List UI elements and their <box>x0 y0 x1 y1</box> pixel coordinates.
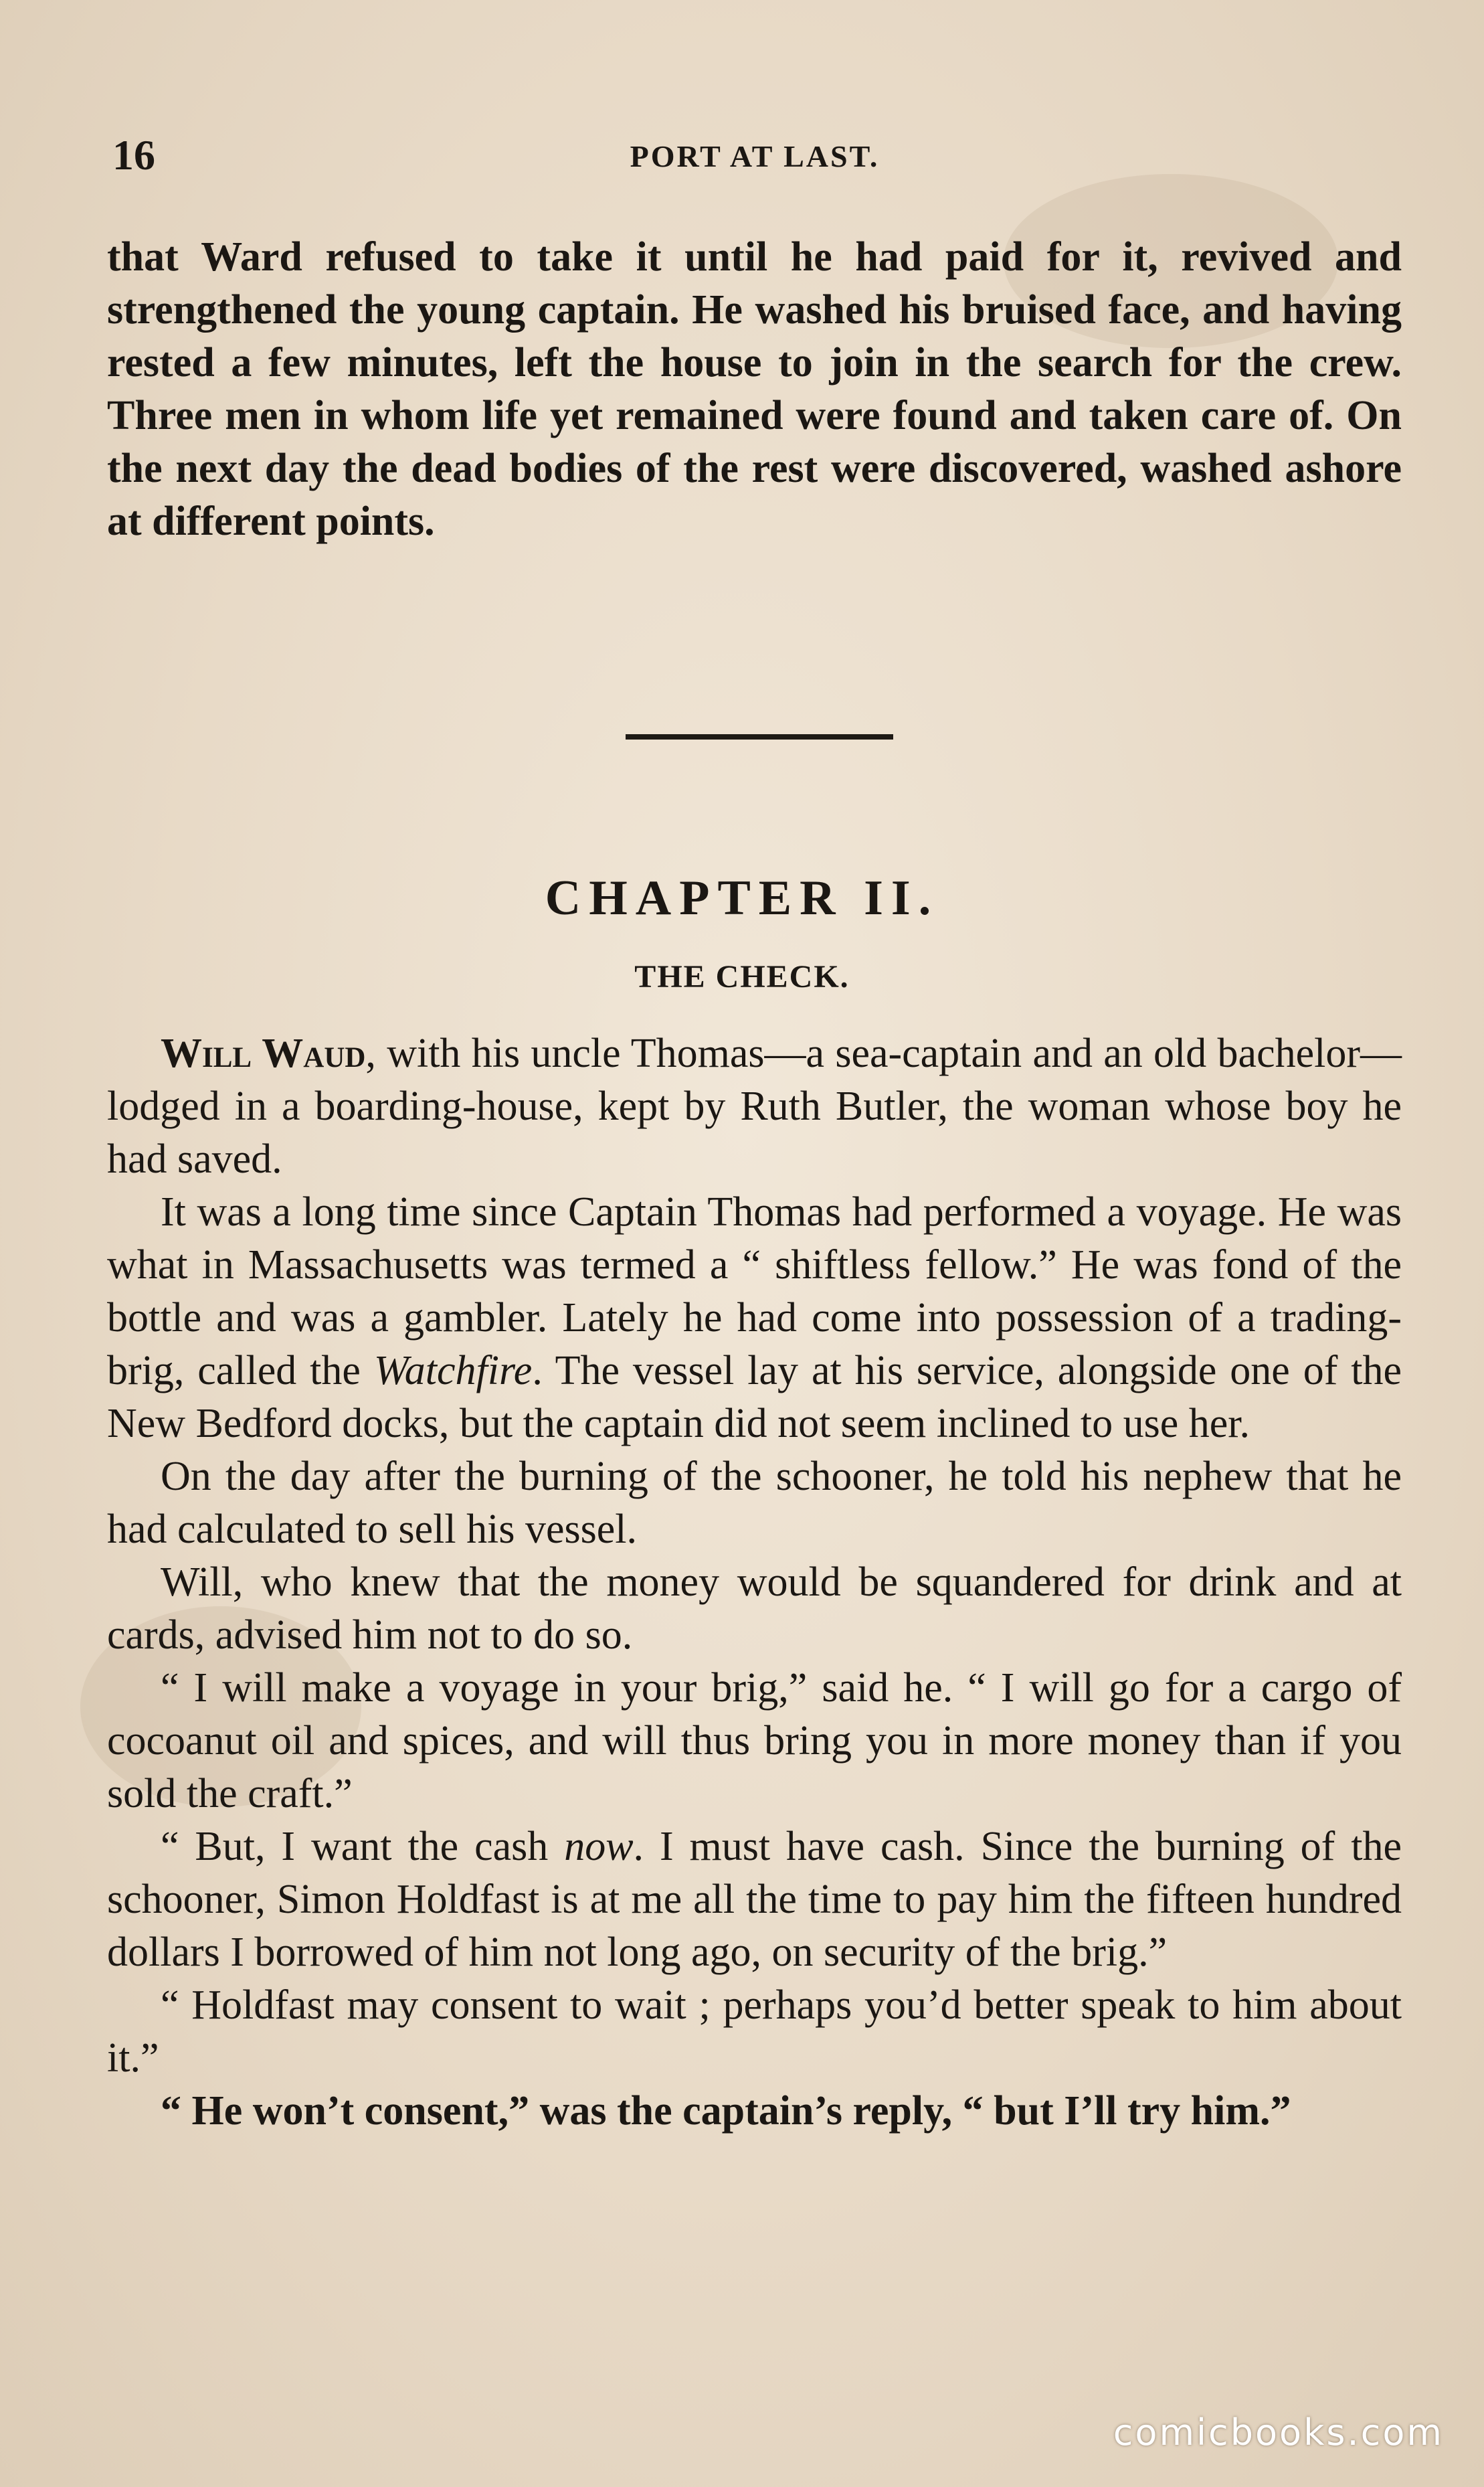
paragraph-1-text: , with his uncle Thomas—a sea-captain and an old bachelor—lodged in a boarding-house, kept by Ruth Butler, the woman whose boy he had saved. <box>107 1031 1402 1182</box>
paragraph-6-after: . I must have cash. Since the burning of the schooner, Simon Holdfast is at me all the time to pay him the fifteen hundred dollars I borrowed of him not long ago, on security of the brig.” <box>107 1824 1402 1975</box>
paragraph-5: “ I will make a voyage in your brig,” said he. “ I will go for a cargo of cocoanut oil and spices, and will thus bring you in more money than if you sold the craft.” <box>107 1665 1402 1816</box>
closing-paragraph: that Ward refused to take it until he had paid for it, revived and strengthened the young captain. He washed his bruised face, and having rested a few minutes, left the house to join in the search for the crew. Three men in whom life yet remained were found and taken care of. On the next day the dead bodies of the rest were discovered, washed ashore at different points. <box>107 234 1402 544</box>
paragraph-2-before: It was a long time since Captain Thomas had performed a voyage. He was what in Massachusetts was termed a “ shiftless fellow.” He was fond of the bottle and was a gambler. Lately he had come into possession of a trading-brig, called the <box>107 1189 1402 1393</box>
paragraph-4: Will, who knew that the money would be squandered for drink and at cards, advised him not to do so. <box>107 1559 1402 1658</box>
paragraph-2 <box>107 1186 1402 1450</box>
ship-name: Watchfire <box>373 1348 533 1393</box>
watermark: comicbooks.com <box>1113 2411 1444 2454</box>
chapter-divider-rule <box>626 734 893 740</box>
paragraph-7: “ Holdfast may consent to wait ; perhaps you’d better speak to him about it.” <box>107 1982 1402 2081</box>
running-head: PORT AT LAST. <box>630 139 880 173</box>
paragraph-1-lead: Will Waud <box>161 1031 366 1076</box>
paragraph-2-after: . The vessel lay at his service, alongside one of the New Bedford docks, but the captain did not seem inclined to use her. <box>107 1348 1402 1446</box>
paragraph-8: “ He won’t consent,” was the captain’s reply, “ but I’ll try him.” <box>161 2088 1291 2134</box>
paragraph-1 <box>107 1027 1402 1186</box>
chapter-title: CHAPTER II. <box>545 871 939 926</box>
page-number: 16 <box>112 131 155 179</box>
chapter-text <box>107 1027 1402 2138</box>
closing-paragraph-block <box>107 231 1402 548</box>
chapter-subtitle: THE CHECK. <box>634 959 850 995</box>
paragraph-6-emphasis: now <box>564 1824 634 1869</box>
paragraph-6 <box>107 1820 1402 1979</box>
paragraph-6-before: “ But, I want the cash <box>161 1824 565 1869</box>
page-header <box>112 131 1397 184</box>
paragraph-3: On the day after the burning of the schooner, he told his nephew that he had calculated to sell his vessel. <box>107 1454 1402 1552</box>
